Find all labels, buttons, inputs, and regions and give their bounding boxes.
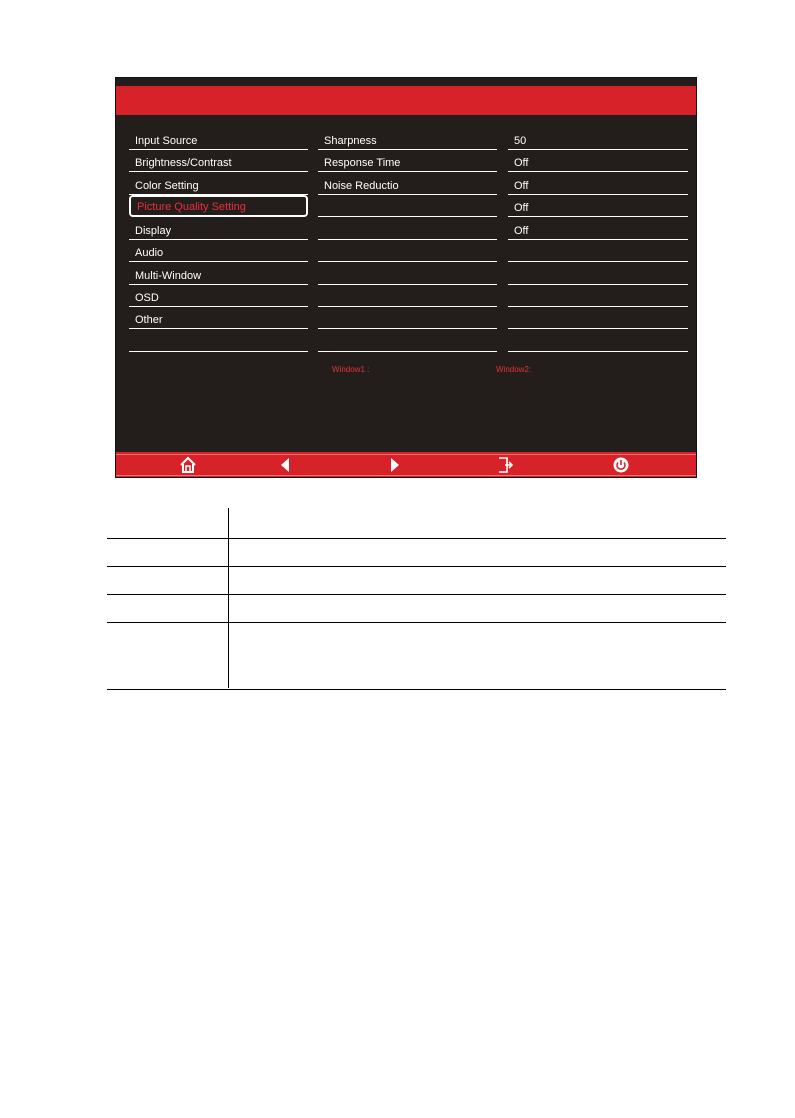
menu-item-label: Audio [135,247,164,260]
menu-item-picture-quality-setting[interactable] [129,195,308,217]
menu-item-display[interactable] [129,218,308,240]
table-cell [107,508,228,538]
value-row[interactable] [508,218,688,240]
submenu-item-empty [318,240,497,262]
menu-item-input-source[interactable] [129,128,308,150]
value-row-empty [508,330,688,352]
footer-stripe [116,454,696,455]
menu-item-label: Picture Quality Setting [137,201,246,214]
submenu-item-empty [318,285,497,307]
table-row [107,567,726,595]
menu-item-label: Other [135,314,163,327]
submenu-item-label: Response Time [324,157,401,170]
value-label: 50 [514,134,527,147]
menu-item-label: Multi-Window [135,269,202,282]
table-cell [229,508,726,538]
table-cell [229,623,726,689]
menu-item-label: Brightness/Contrast [135,157,232,170]
table-header-row [107,508,726,539]
value-label: Off [514,157,529,170]
value-label: Off [514,202,529,215]
table-row [107,539,726,567]
osd-header-bar [116,86,696,115]
footer-stripe [116,475,696,476]
power-icon[interactable] [612,456,630,474]
left-arrow-icon[interactable] [276,456,294,474]
value-label: Off [514,179,529,192]
submenu-item-empty [318,218,497,240]
table-cell [229,595,726,622]
submenu-item-label: Noise Reductio [324,179,399,192]
exit-icon[interactable] [496,456,514,474]
value-row-empty [508,308,688,330]
submenu-item-empty [318,263,497,285]
menu-item-multi-window[interactable] [129,263,308,285]
value-sharpness[interactable] [508,128,688,150]
osd-window [115,77,697,478]
window1-label: Window1 : [332,365,370,374]
menu-item-audio[interactable] [129,240,308,262]
table-cell [229,567,726,594]
submenu-item-label: Sharpness [324,134,377,147]
table-row [107,623,726,690]
submenu [318,128,497,353]
menu-item-label: OSD [135,291,159,304]
submenu-item-empty [318,308,497,330]
submenu-item-empty [318,195,497,217]
table-cell [229,539,726,566]
osd-footer-bar [116,452,696,478]
menu-item-label: Input Source [135,134,198,147]
menu-item-other[interactable] [129,308,308,330]
table-cell [107,623,228,689]
submenu-item-sharpness[interactable] [318,128,497,150]
submenu-item-response-time[interactable] [318,150,497,172]
menu-item-osd[interactable] [129,285,308,307]
menu-item-label: Color Setting [135,179,199,192]
value-noise-reduction[interactable] [508,173,688,195]
menu-item-color-setting[interactable] [129,173,308,195]
right-arrow-icon[interactable] [386,456,404,474]
value-row-empty [508,240,688,262]
menu-item-label: Display [135,224,172,237]
home-icon[interactable] [179,456,197,474]
main-menu [129,128,308,353]
description-table [107,508,726,690]
menu-item-empty [129,330,308,352]
table-cell [107,539,228,566]
window2-label: Window2: [496,365,532,374]
value-row-empty [508,285,688,307]
table-row [107,595,726,623]
submenu-item-noise-reduction[interactable] [318,173,497,195]
table-cell [107,595,228,622]
value-response-time[interactable] [508,150,688,172]
value-row-empty [508,263,688,285]
value-column [508,128,688,353]
menu-item-brightness-contrast[interactable] [129,150,308,172]
value-row[interactable] [508,195,688,217]
value-label: Off [514,224,529,237]
submenu-item-empty [318,330,497,352]
table-cell [107,567,228,594]
